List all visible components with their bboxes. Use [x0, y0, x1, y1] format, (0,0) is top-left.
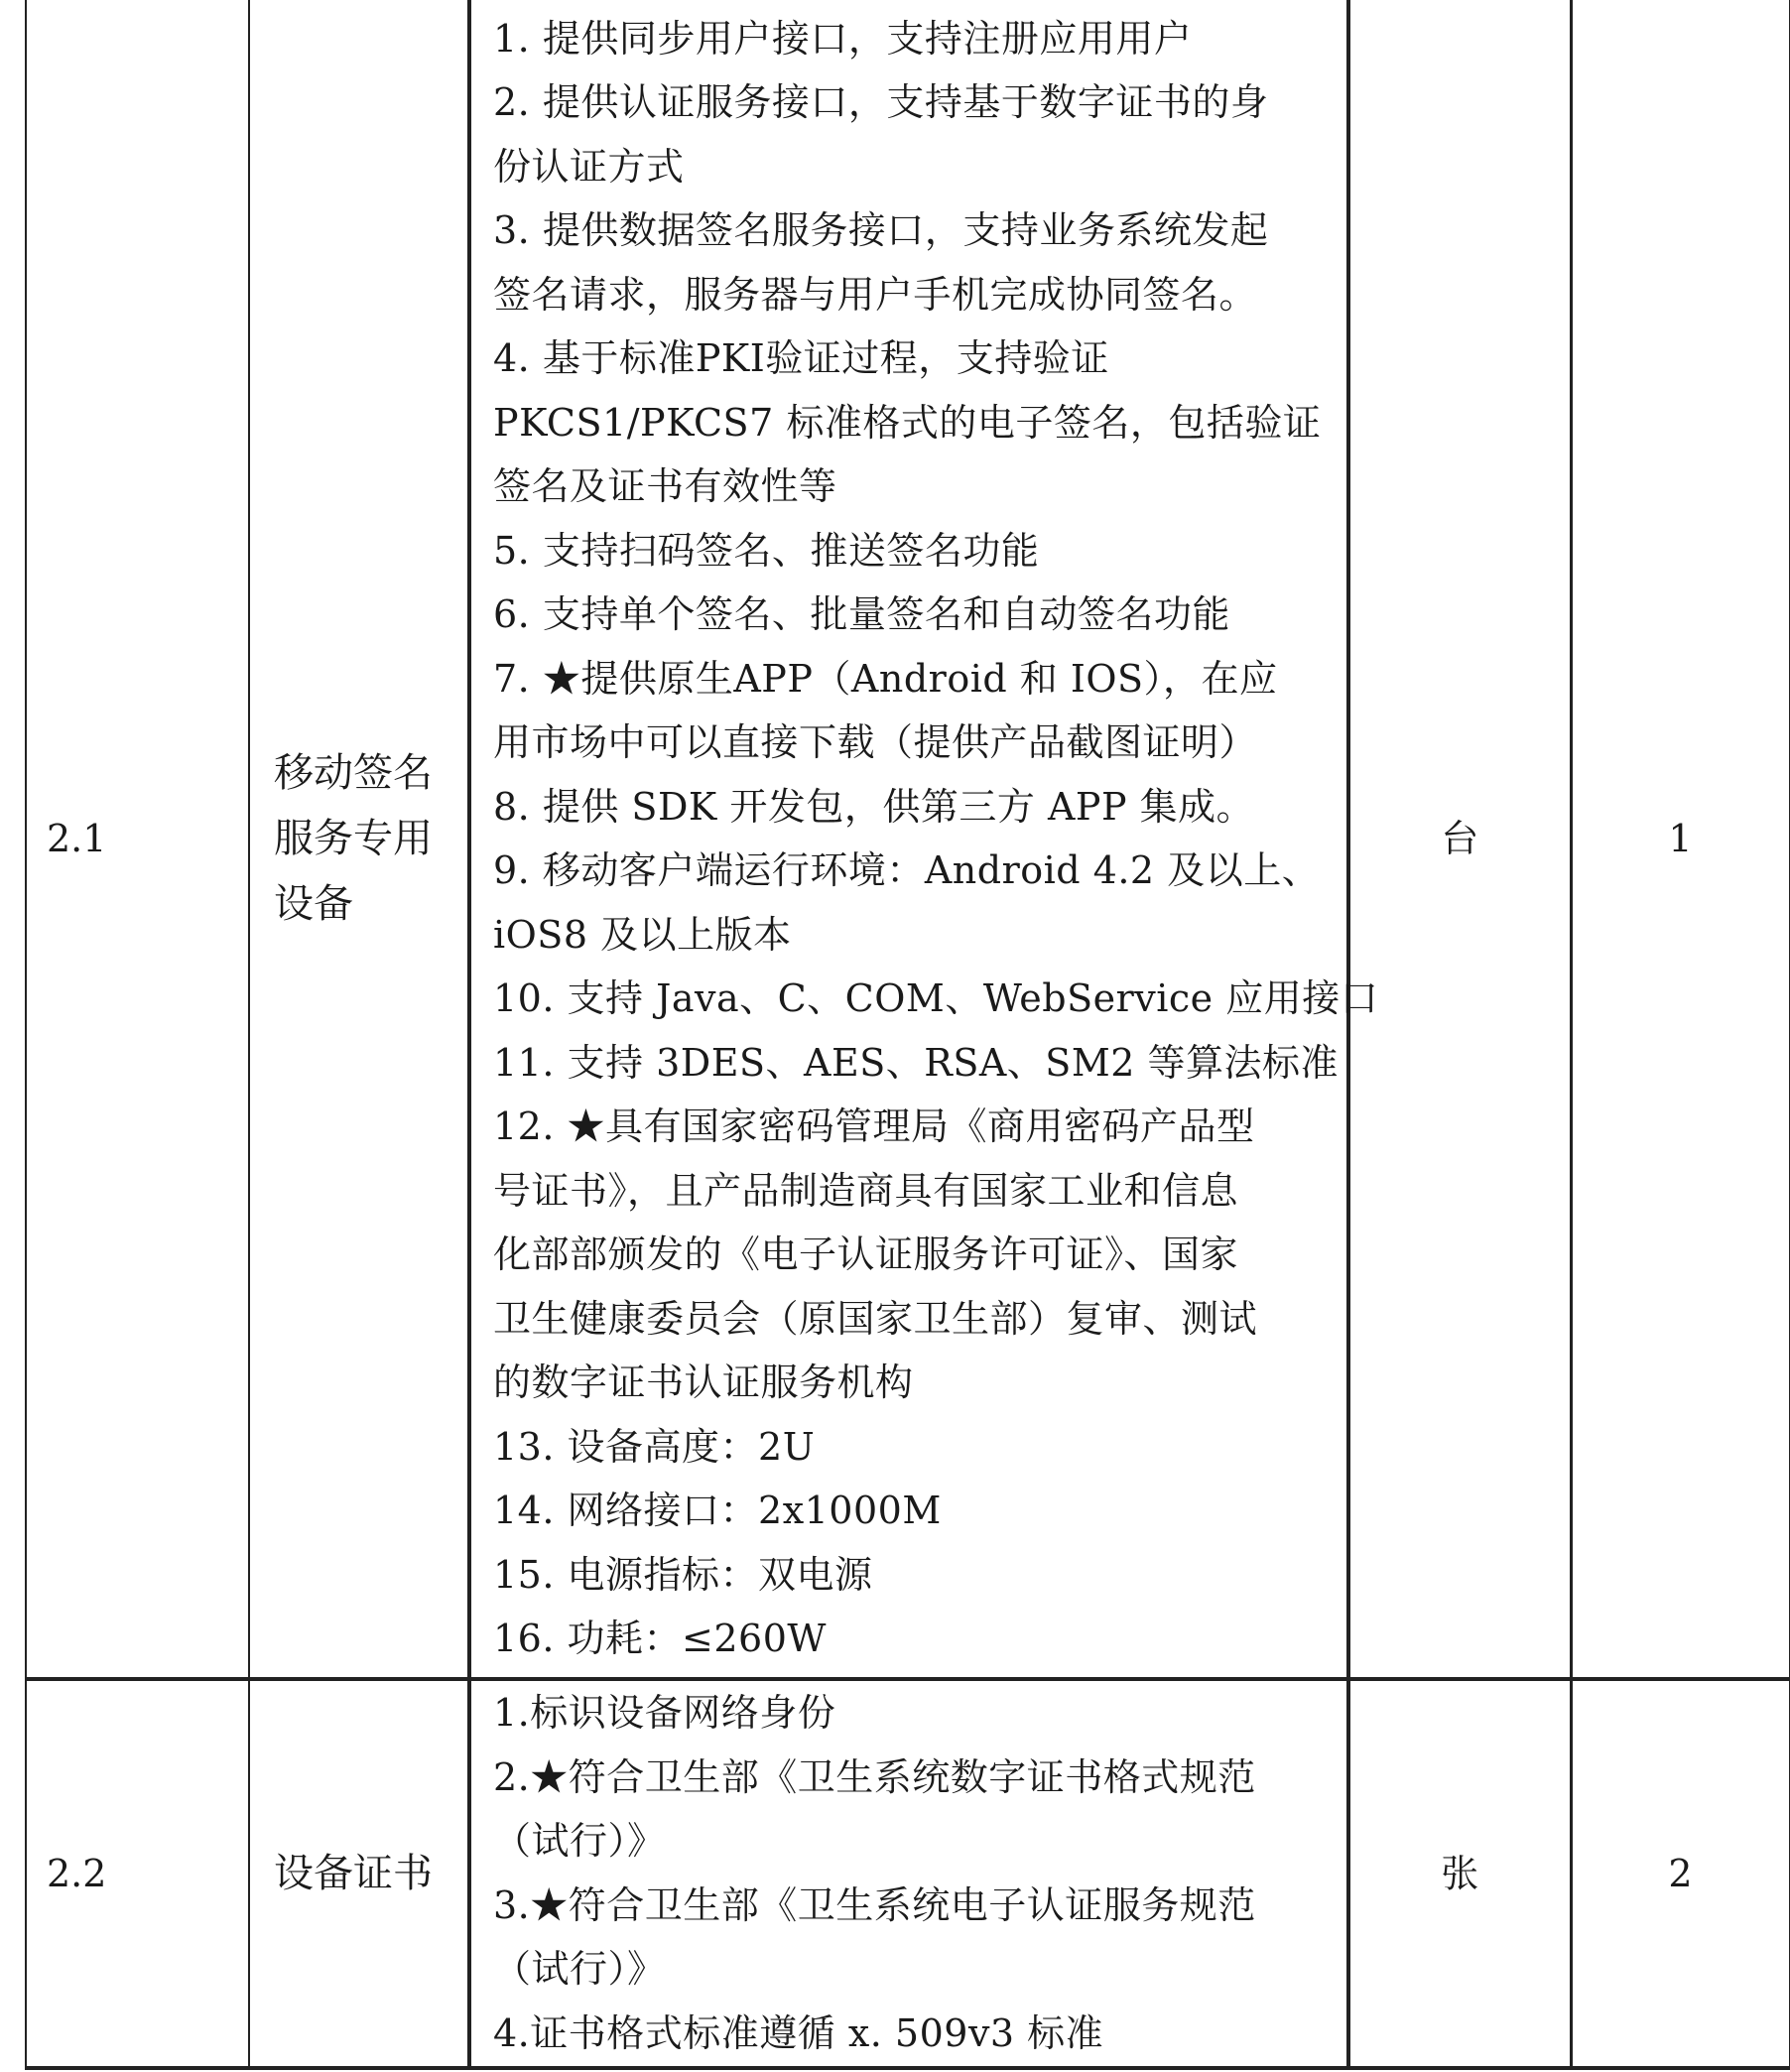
table-row [26, 1679, 1790, 2068]
spec-table [25, 0, 1790, 2070]
description-line: 15. 电源指标：双电源 [493, 1552, 873, 1597]
description-line: 卫生健康委员会（原国家卫生部）复审、测试 [493, 1296, 1258, 1341]
description-line: 4. 基于标准PKI验证过程，支持验证 [493, 336, 1109, 380]
item-name-line: 服务专用 [274, 816, 433, 861]
description-line: 份认证方式 [493, 144, 685, 189]
item-name-line: 设备 [274, 881, 353, 927]
description-line: （试行）》 [493, 1819, 666, 1863]
item-id-cell: 2.2 [26, 1679, 249, 2068]
description-line: 的数字证书认证服务机构 [493, 1360, 914, 1404]
description-line: 6. 支持单个签名、批量签名和自动签名功能 [493, 592, 1230, 636]
description-line: 9. 移动客户端运行环境：Android 4.2 及以上、 [493, 848, 1321, 892]
description-line: 签名请求，服务器与用户手机完成协同签名。 [493, 272, 1258, 317]
description-line: 11. 支持 3DES、AES、RSA、SM2 等算法标准 [493, 1040, 1340, 1085]
item-quantity-cell: 2 [1571, 1679, 1790, 2068]
description-line: 化部部颁发的《电子认证服务许可证》、国家 [493, 1232, 1239, 1276]
description-line: 2.★符合卫生部《卫生系统数字证书格式规范 [493, 1754, 1256, 1799]
item-id-cell: 2.1 [26, 0, 249, 1679]
description-line: 3.★符合卫生部《卫生系统电子认证服务规范 [493, 1882, 1256, 1927]
description-line: 14. 网络接口：2x1000M [493, 1489, 942, 1532]
description-line: 2. 提供认证服务接口，支持基于数字证书的身 [493, 80, 1269, 124]
description-line: 1.标识设备网络身份 [493, 1691, 836, 1735]
description-line: PKCS1/PKCS7 标准格式的电子签名，包括验证 [493, 400, 1322, 445]
spec-table-body [26, 0, 1790, 2068]
item-description-cell [469, 0, 1379, 1679]
description-line: （试行）》 [493, 1947, 666, 1991]
description-line: 用市场中可以直接下载（提供产品截图证明） [493, 720, 1258, 764]
item-description-cell [469, 1679, 1348, 2068]
item-unit-cell: 张 [1348, 1679, 1571, 2068]
description-line: 8. 提供 SDK 开发包，供第三方 APP 集成。 [493, 784, 1255, 829]
description-line: 3. 提供数据签名服务接口，支持业务系统发起 [493, 208, 1269, 252]
description-line: iOS8 及以上版本 [493, 912, 792, 957]
item-name-line: 设备证书 [274, 1851, 433, 1896]
item-quantity-cell: 1 [1571, 0, 1790, 1679]
description-line: 16. 功耗：≤260W [493, 1617, 827, 1660]
description-line: 5. 支持扫码签名、推送签名功能 [493, 528, 1040, 573]
item-unit-cell: 台 [1348, 0, 1571, 1679]
item-name-cell [249, 0, 469, 1679]
description-line: 号证书》，且产品制造商具有国家工业和信息 [493, 1168, 1239, 1213]
description-line: 1. 提供同步用户接口，支持注册应用用户 [493, 16, 1193, 61]
item-name-cell [249, 1679, 469, 2068]
description-line: 10. 支持 Java、C、COM、WebService 应用接口 [493, 976, 1379, 1020]
description-line: 签名及证书有效性等 [493, 464, 837, 508]
description-line: 13. 设备高度：2U [493, 1424, 816, 1469]
table-row [26, 0, 1790, 1679]
description-line: 12. ★具有国家密码管理局《商用密码产品型 [493, 1104, 1255, 1148]
description-line: 7. ★提供原生APP（Android 和 IOS），在应 [493, 656, 1278, 701]
item-name-line: 移动签名 [274, 750, 433, 796]
description-line: 4.证书格式标准遵循 x. 509v3 标准 [493, 2010, 1104, 2055]
